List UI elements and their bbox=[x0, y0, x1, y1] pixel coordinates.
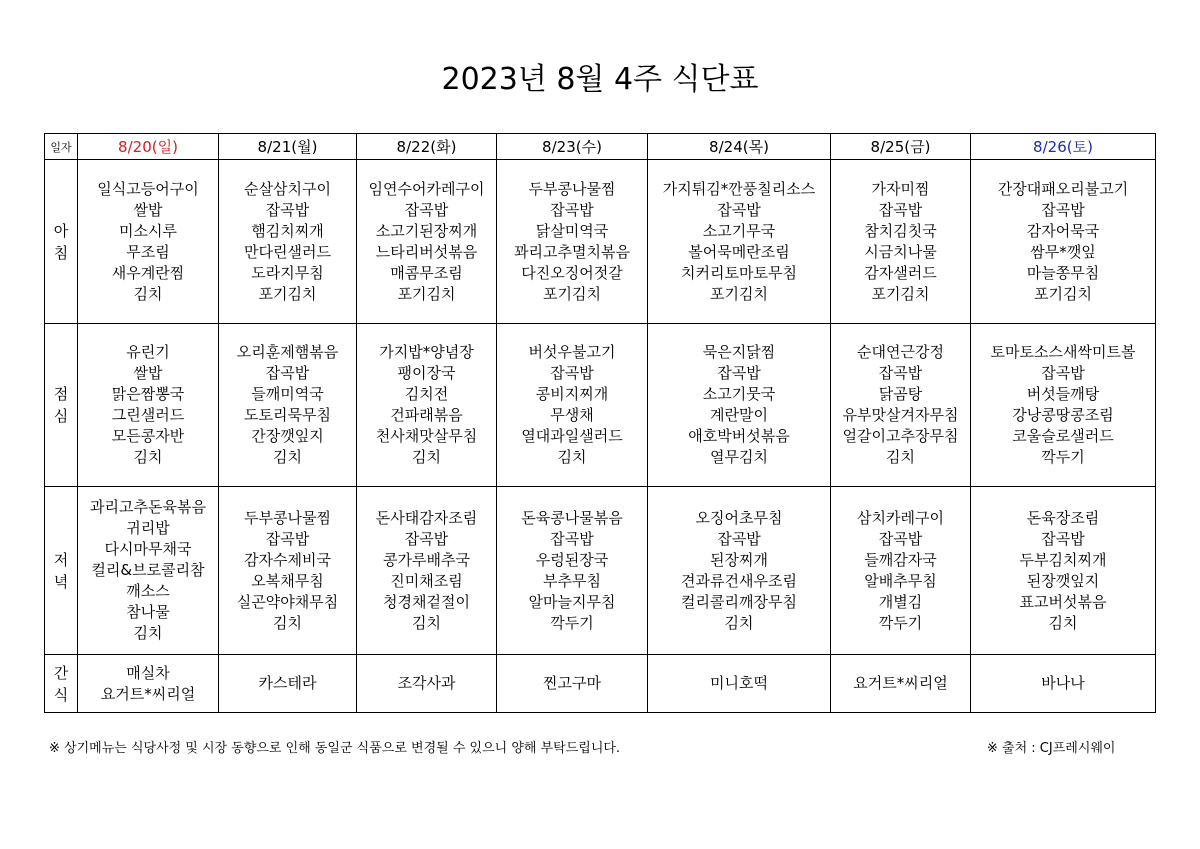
menu-item: 순대연근강정 bbox=[857, 343, 944, 361]
menu-item: 부추무침 bbox=[543, 571, 601, 590]
day-header: 8/21(월) bbox=[219, 134, 357, 160]
menu-item: 요거트*씨리얼 bbox=[853, 674, 948, 692]
menu-item: 감자수제비국 bbox=[244, 550, 331, 569]
menu-item: 묵은지닭찜 bbox=[702, 343, 776, 361]
menu-item: 잡곡밥 bbox=[265, 529, 310, 548]
menu-item: 쌀밥 bbox=[133, 200, 163, 219]
menu-item: 간장대패오리불고기 bbox=[997, 179, 1129, 198]
menu-item: 잡곡밥 bbox=[717, 200, 761, 219]
menu-cell bbox=[357, 487, 497, 655]
menu-cell bbox=[971, 487, 1156, 655]
menu-item: 표고버섯볶음 bbox=[1019, 592, 1107, 611]
menu-item: 코울슬로샐러드 bbox=[1012, 427, 1114, 445]
menu-item: 새우계란찜 bbox=[111, 263, 185, 282]
menu-item: 열무김치 bbox=[710, 448, 768, 466]
menu-item: 잡곡밥 bbox=[1041, 200, 1085, 219]
menu-item: 유린기 bbox=[126, 343, 170, 361]
day-header: 8/23(수) bbox=[497, 134, 648, 160]
meal-label-char: 저 bbox=[53, 550, 69, 569]
menu-item: 김치 bbox=[133, 448, 163, 466]
meal-label bbox=[45, 655, 78, 713]
menu-item: 애호박버섯볶음 bbox=[688, 427, 790, 445]
snack-row bbox=[45, 655, 1156, 713]
menu-item: 만다린샐러드 bbox=[244, 242, 331, 261]
menu-item: 토마토소스새싹미트볼 bbox=[990, 343, 1136, 361]
menu-item: 잡곡밥 bbox=[717, 529, 761, 548]
menu-item: 개별김 bbox=[878, 592, 923, 611]
menu-cell bbox=[971, 324, 1156, 487]
date-header-row bbox=[45, 134, 1156, 160]
menu-item: 닭곰탕 bbox=[878, 385, 923, 403]
menu-item: 잡곡밥 bbox=[878, 529, 923, 548]
menu-item: 버섯우불고기 bbox=[528, 343, 616, 361]
menu-cell bbox=[831, 655, 971, 713]
menu-item: 포기김치 bbox=[543, 284, 601, 303]
menu-cell bbox=[497, 487, 648, 655]
menu-item: 잡곡밥 bbox=[550, 529, 594, 548]
menu-item: 김치전 bbox=[404, 385, 449, 403]
menu-item: 알마늘지무침 bbox=[528, 592, 616, 611]
menu-item: 깍두기 bbox=[1041, 448, 1085, 466]
menu-cell bbox=[219, 487, 357, 655]
menu-cell bbox=[648, 655, 831, 713]
menu-item: 참치김칫국 bbox=[864, 221, 937, 240]
menu-item: 알배추무침 bbox=[864, 571, 937, 590]
menu-item: 꽈리고추멸치볶음 bbox=[514, 242, 630, 261]
menu-cell bbox=[78, 655, 219, 713]
menu-item: 김치 bbox=[412, 613, 441, 632]
menu-item: 건파래볶음 bbox=[390, 406, 463, 424]
menu-item: 맑은짬뽕국 bbox=[111, 385, 185, 403]
menu-item: 무생채 bbox=[550, 406, 594, 424]
menu-cell bbox=[357, 160, 497, 324]
menu-item: 김치 bbox=[133, 284, 163, 303]
menu-item: 잡곡밥 bbox=[265, 364, 310, 382]
menu-cell bbox=[78, 324, 219, 487]
menu-item: 실곤약야채무침 bbox=[236, 592, 339, 611]
menu-item: 김치 bbox=[886, 448, 915, 466]
menu-item: 치커리토마토무침 bbox=[681, 263, 797, 282]
menu-item: 잡곡밥 bbox=[717, 364, 761, 382]
day-header: 8/22(화) bbox=[357, 134, 497, 160]
menu-item: 김치 bbox=[273, 613, 302, 632]
menu-item: 열대과일샐러드 bbox=[521, 427, 623, 445]
menu-item: 돈육콩나물볶음 bbox=[521, 508, 623, 527]
menu-item: 도토리묵무침 bbox=[244, 406, 331, 424]
menu-item: 가지튀김*깐풍칠리소스 bbox=[662, 179, 816, 198]
menu-item: 포기김치 bbox=[871, 284, 930, 303]
menu-item: 잡곡밥 bbox=[404, 200, 449, 219]
menu-cell bbox=[219, 324, 357, 487]
menu-cell bbox=[648, 160, 831, 324]
menu-item: 된장깻잎지 bbox=[1026, 571, 1100, 590]
menu-item: 닭살미역국 bbox=[535, 221, 609, 240]
menu-item: 모든콩자반 bbox=[111, 427, 185, 445]
menu-item: 잡곡밥 bbox=[878, 364, 923, 382]
menu-item: 참나물 bbox=[126, 603, 170, 621]
menu-cell bbox=[971, 655, 1156, 713]
menu-item: 다진오징어젓갈 bbox=[521, 263, 623, 282]
menu-item: 돈사태감자조림 bbox=[375, 508, 478, 527]
menu-item: 깍두기 bbox=[878, 613, 923, 632]
menu-item: 그린샐러드 bbox=[111, 406, 185, 424]
meal-label-char: 심 bbox=[53, 407, 69, 425]
menu-item: 진미채조림 bbox=[390, 571, 463, 590]
menu-cell bbox=[78, 487, 219, 655]
meal-label bbox=[45, 160, 78, 324]
menu-cell bbox=[648, 487, 831, 655]
menu-item: 잡곡밥 bbox=[878, 200, 923, 219]
menu-item: 미소시루 bbox=[119, 221, 177, 240]
menu-item: 귀리밥 bbox=[126, 519, 170, 537]
meal-label-char: 식 bbox=[53, 685, 69, 704]
menu-item: 포기김치 bbox=[397, 284, 456, 303]
menu-item: 마늘쫑무침 bbox=[1026, 263, 1100, 282]
menu-item: 삼치카레구이 bbox=[857, 508, 944, 527]
menu-cell bbox=[497, 655, 648, 713]
meal-label bbox=[45, 324, 78, 487]
menu-item: 쌈무*깻잎 bbox=[1030, 242, 1096, 261]
day-header: 8/24(목) bbox=[648, 134, 831, 160]
meal-label-char: 녁 bbox=[53, 572, 69, 591]
menu-item: 쌀밥 bbox=[133, 364, 163, 382]
menu-item: 시금치나물 bbox=[864, 242, 937, 261]
menu-item: 미니호떡 bbox=[710, 674, 768, 692]
menu-cell bbox=[648, 324, 831, 487]
menu-item: 소고기된장찌개 bbox=[375, 221, 478, 240]
lunch-row bbox=[45, 324, 1156, 487]
menu-item: 오복채무침 bbox=[251, 571, 324, 590]
menu-item: 천사채맛살무침 bbox=[375, 427, 478, 445]
menu-cell bbox=[219, 160, 357, 324]
menu-item: 오징어초무침 bbox=[695, 508, 783, 527]
menu-item: 깨소스 bbox=[126, 582, 170, 600]
menu-item: 견과류건새우조림 bbox=[681, 571, 797, 590]
menu-item: 매콤무조림 bbox=[390, 263, 463, 282]
dinner-row bbox=[45, 487, 1156, 655]
menu-cell bbox=[78, 160, 219, 324]
menu-cell bbox=[497, 160, 648, 324]
menu-cell bbox=[971, 160, 1156, 324]
menu-item: 깍두기 bbox=[550, 613, 594, 632]
menu-item: 오리훈제햄볶음 bbox=[236, 343, 339, 361]
menu-item: 김치 bbox=[1048, 613, 1078, 632]
menu-cell bbox=[357, 324, 497, 487]
meal-label-char: 간 bbox=[53, 663, 69, 682]
menu-cell bbox=[831, 324, 971, 487]
menu-item: 과리고추돈육볶음 bbox=[90, 498, 206, 516]
menu-item: 일식고등어구이 bbox=[97, 179, 199, 198]
menu-item: 가자미찜 bbox=[871, 179, 930, 198]
menu-item: 컬리콜리깨장무침 bbox=[681, 592, 797, 611]
source-note: ※ 출처 : CJ프레시웨이 bbox=[987, 741, 1116, 756]
menu-item: 김치 bbox=[557, 448, 587, 466]
menu-item: 요거트*씨리얼 bbox=[100, 684, 196, 703]
meal-label-char: 침 bbox=[53, 243, 69, 262]
menu-item: 팽이장국 bbox=[397, 364, 456, 382]
menu-item: 컬리&브로콜리참 bbox=[91, 561, 205, 579]
menu-item: 콩가루배추국 bbox=[383, 550, 470, 569]
menu-item: 간장깻잎지 bbox=[251, 427, 324, 445]
date-column-label: 일자 bbox=[45, 134, 78, 160]
day-header: 8/20(일) bbox=[78, 134, 219, 160]
menu-item: 도라지무침 bbox=[251, 263, 324, 282]
menu-cell bbox=[831, 160, 971, 324]
menu-item: 가지밥*양념장 bbox=[379, 343, 474, 361]
menu-item: 조각사과 bbox=[397, 674, 456, 692]
menu-item: 포기김치 bbox=[710, 284, 768, 303]
menu-item: 감자어묵국 bbox=[1026, 221, 1100, 240]
breakfast-row bbox=[45, 160, 1156, 324]
day-header: 8/25(금) bbox=[831, 134, 971, 160]
menu-item: 매실차 bbox=[126, 663, 170, 682]
day-header: 8/26(토) bbox=[971, 134, 1156, 160]
menu-item: 유부맛살겨자무침 bbox=[842, 406, 959, 424]
menu-item: 임연수어카레구이 bbox=[368, 179, 485, 198]
menu-item: 잡곡밥 bbox=[404, 529, 449, 548]
menu-item: 두부콩나물찜 bbox=[528, 179, 616, 198]
menu-item: 잡곡밥 bbox=[265, 200, 310, 219]
menu-item: 햄김치찌개 bbox=[251, 221, 324, 240]
menu-item: 들깨미역국 bbox=[251, 385, 324, 403]
menu-cell bbox=[831, 487, 971, 655]
meal-label-char: 아 bbox=[53, 221, 69, 240]
menu-item: 버섯들깨탕 bbox=[1026, 385, 1100, 403]
menu-item: 잡곡밥 bbox=[1041, 529, 1085, 548]
menu-item: 얼갈이고추장무침 bbox=[842, 427, 959, 445]
menu-item: 두부김치찌개 bbox=[1019, 550, 1107, 569]
page-title: 2023년 8월 4주 식단표 bbox=[441, 62, 759, 97]
menu-change-notice: ※ 상기메뉴는 식당사정 및 시장 동향으로 인해 동일군 식품으로 변경될 수 있으니 양해 부탁드립니다. bbox=[49, 741, 621, 756]
meal-plan-table bbox=[44, 133, 1156, 713]
menu-item: 김치 bbox=[724, 613, 754, 632]
menu-item: 포기김치 bbox=[1034, 284, 1092, 303]
menu-item: 바나나 bbox=[1041, 674, 1085, 692]
menu-item: 잡곡밥 bbox=[1041, 364, 1085, 382]
menu-item: 카스테라 bbox=[258, 674, 317, 692]
menu-item: 무조림 bbox=[126, 242, 170, 261]
menu-item: 된장찌개 bbox=[710, 550, 768, 569]
menu-item: 청경채겉절이 bbox=[383, 592, 470, 611]
menu-cell bbox=[219, 655, 357, 713]
menu-cell bbox=[497, 324, 648, 487]
menu-item: 잡곡밥 bbox=[550, 200, 594, 219]
menu-item: 포기김치 bbox=[258, 284, 317, 303]
menu-item: 김치 bbox=[273, 448, 302, 466]
menu-item: 김치 bbox=[133, 624, 163, 642]
menu-item: 볼어묵메란조림 bbox=[688, 242, 790, 261]
menu-item: 순살삼치구이 bbox=[244, 179, 331, 198]
menu-item: 김치 bbox=[412, 448, 441, 466]
meal-label bbox=[45, 487, 78, 655]
menu-item: 계란말이 bbox=[710, 406, 768, 424]
menu-item: 소고기무국 bbox=[702, 221, 776, 240]
menu-item: 소고기뭇국 bbox=[702, 385, 776, 403]
menu-cell bbox=[357, 655, 497, 713]
menu-item: 우렁된장국 bbox=[535, 550, 609, 569]
menu-item: 돈육장조림 bbox=[1026, 508, 1100, 527]
menu-item: 콩비지찌개 bbox=[535, 385, 609, 403]
menu-item: 찐고구마 bbox=[543, 674, 601, 692]
menu-item: 감자샐러드 bbox=[864, 263, 937, 282]
menu-item: 다시마무채국 bbox=[104, 540, 192, 558]
menu-item: 느타리버섯볶음 bbox=[375, 242, 478, 261]
menu-item: 두부콩나물찜 bbox=[244, 508, 331, 527]
meal-label-char: 점 bbox=[53, 385, 69, 403]
menu-item: 강낭콩땅콩조림 bbox=[1012, 406, 1114, 424]
menu-item: 들깨감자국 bbox=[864, 550, 937, 569]
menu-item: 잡곡밥 bbox=[550, 364, 594, 382]
